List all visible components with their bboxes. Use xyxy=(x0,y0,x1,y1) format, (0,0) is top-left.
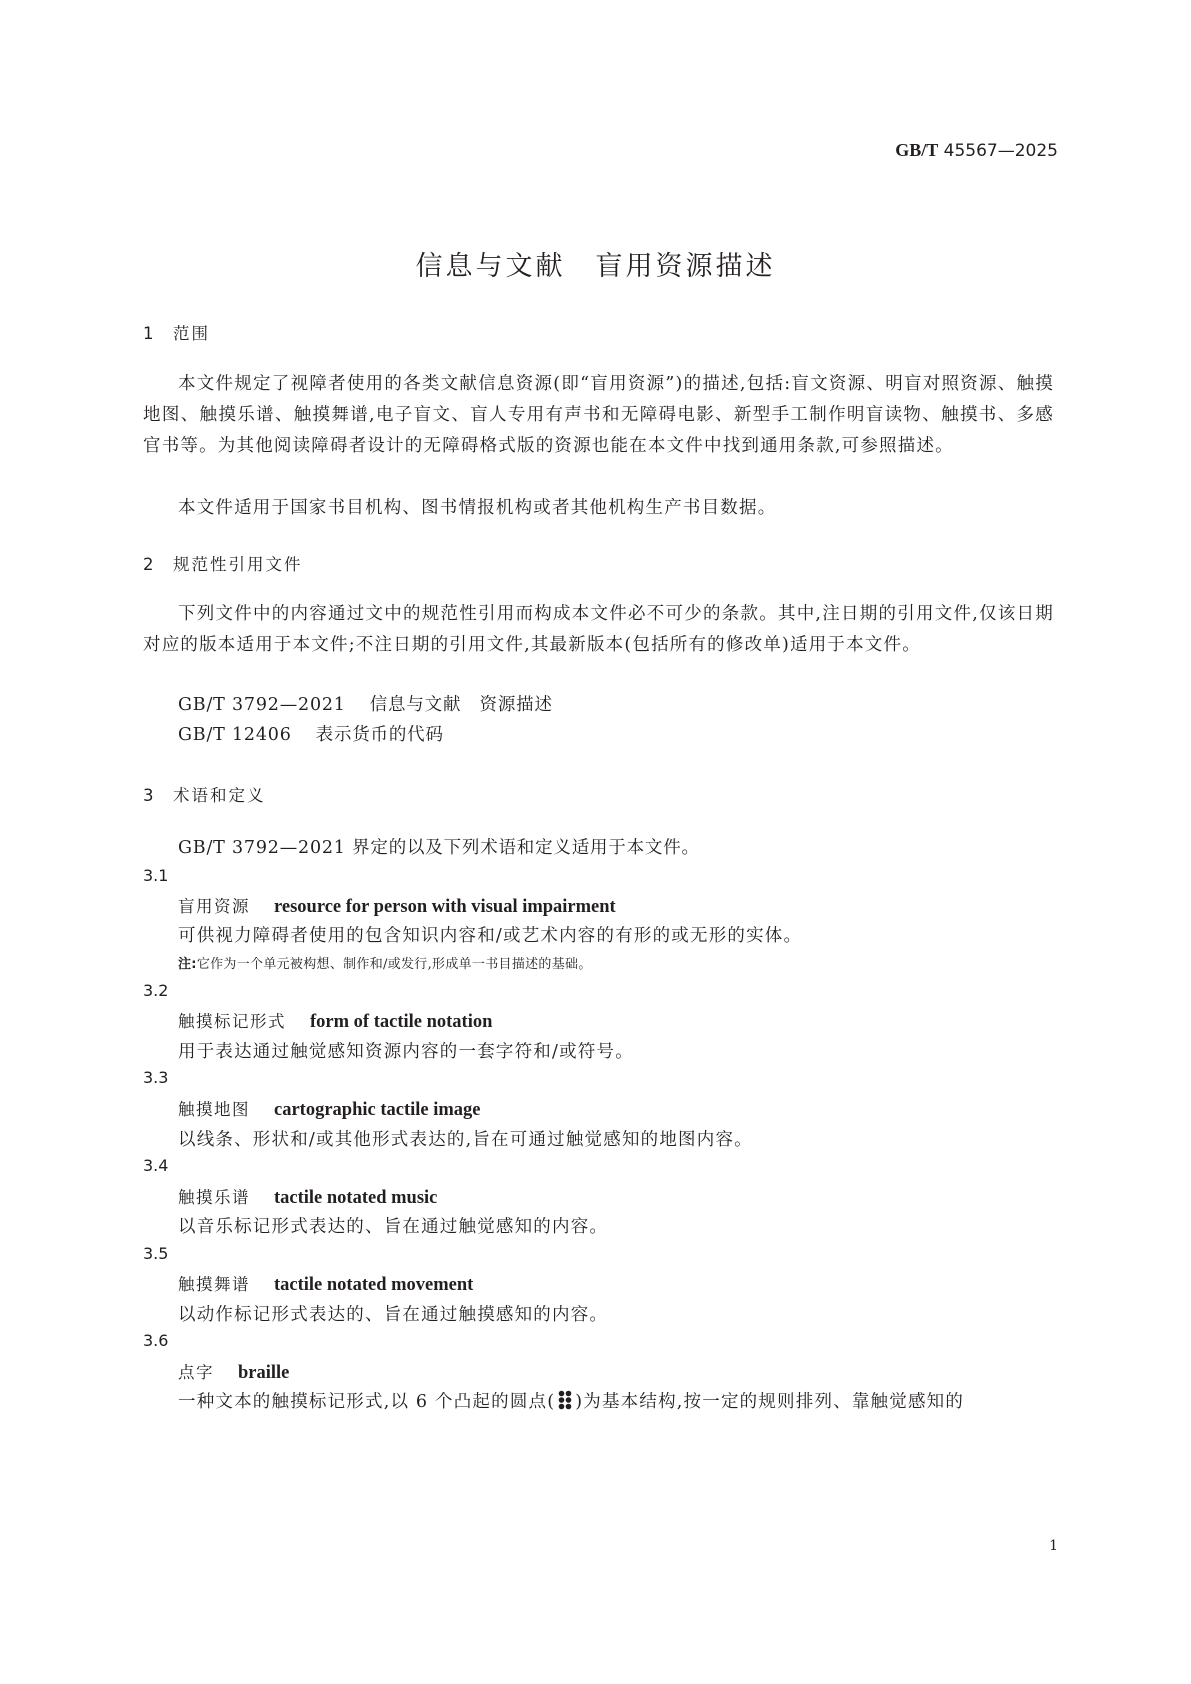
term-number: 3.4 xyxy=(143,1156,169,1175)
term-definition xyxy=(178,1388,964,1415)
term-number: 3.3 xyxy=(143,1068,169,1087)
term-chinese: 点字 xyxy=(178,1363,214,1382)
section-number: 3 xyxy=(143,786,156,805)
definition-text-before: 一种文本的触摸标记形式,以 6 个凸起的圆点( xyxy=(178,1392,556,1412)
reference-item xyxy=(178,721,444,746)
term-heading xyxy=(178,1096,481,1121)
term-chinese: 触摸标记形式 xyxy=(178,1012,286,1031)
term-heading xyxy=(178,893,616,918)
note-label: 注: xyxy=(178,957,197,972)
term-english: form of tactile notation xyxy=(310,1012,493,1032)
term-definition: 以音乐标记形式表达的、旨在通过触觉感知的内容。 xyxy=(178,1217,609,1237)
section-3-intro: GB/T 3792—2021 界定的以及下列术语和定义适用于本文件。 xyxy=(178,838,700,858)
term-heading xyxy=(178,1008,492,1033)
reference-code: GB/T 3792—2021 xyxy=(178,695,346,715)
document-title: 信息与文献 盲用资源描述 xyxy=(415,251,776,282)
term-definition: 以线条、形状和/或其他形式表达的,旨在可通过触觉感知的地图内容。 xyxy=(178,1130,753,1150)
term-heading xyxy=(178,1271,473,1296)
term-chinese: 触摸舞谱 xyxy=(178,1275,250,1294)
term-definition: 以动作标记形式表达的、旨在通过触摸感知的内容。 xyxy=(178,1305,609,1325)
section-title: 规范性引用文件 xyxy=(173,555,303,574)
reference-title: 表示货币的代码 xyxy=(315,725,444,745)
term-chinese: 触摸乐谱 xyxy=(178,1188,250,1207)
term-number: 3.2 xyxy=(143,981,169,1000)
term-english: cartographic tactile image xyxy=(274,1100,481,1120)
reference-item xyxy=(178,691,553,716)
term-chinese: 触摸地图 xyxy=(178,1100,250,1119)
term-heading xyxy=(178,1184,437,1209)
section-1-paragraph-2: 本文件适用于国家书目机构、图书情报机构或者其他机构生产书目数据。 xyxy=(178,498,777,518)
reference-code: GB/T 12406 xyxy=(178,725,292,745)
standard-code: 45567—2025 xyxy=(943,141,1058,161)
page-number: 1 xyxy=(1049,1538,1058,1554)
section-1-paragraph-1: 本文件规定了视障者使用的各类文献信息资源(即“盲用资源”)的描述,包括:盲文资源、明盲对照资源、触摸地图、触摸乐谱、触摸舞谱,电子盲文、盲人专用有声书和无障碍电影、新型手工制作明盲读物、触摸书、多感官书等。为其他阅读障碍者设计的无障碍格式版的资源也能在本文件中找到通用条款,可参照描述。 xyxy=(143,374,1054,456)
braille-cell-icon xyxy=(557,1390,573,1415)
section-1-heading xyxy=(143,320,210,344)
term-chinese: 盲用资源 xyxy=(178,897,250,916)
section-3-heading xyxy=(143,782,266,806)
section-title: 范围 xyxy=(173,324,210,343)
standard-prefix: GB/T xyxy=(895,140,939,160)
section-number: 2 xyxy=(143,555,156,574)
term-english: tactile notated movement xyxy=(274,1275,474,1295)
section-title: 术语和定义 xyxy=(173,786,266,805)
term-english: tactile notated music xyxy=(274,1188,438,1208)
term-definition: 可供视力障碍者使用的包含知识内容和/或艺术内容的有形的或无形的实体。 xyxy=(178,926,803,946)
standard-number xyxy=(895,140,1058,161)
section-2-heading xyxy=(143,551,303,575)
term-note xyxy=(178,953,592,972)
term-english: braille xyxy=(238,1363,290,1383)
section-number: 1 xyxy=(143,324,156,343)
term-number: 3.5 xyxy=(143,1244,169,1263)
term-number: 3.1 xyxy=(143,866,169,885)
term-number: 3.6 xyxy=(143,1331,169,1350)
reference-title: 信息与文献 资源描述 xyxy=(369,695,553,715)
definition-text-after: )为基本结构,按一定的规则排列、靠触觉感知的 xyxy=(575,1392,965,1412)
note-text: 它作为一个单元被构想、制作和/或发行,形成单一书目描述的基础。 xyxy=(196,957,592,972)
term-english: resource for person with visual impairment xyxy=(274,897,616,917)
term-definition: 用于表达通过触觉感知资源内容的一套字符和/或符号。 xyxy=(178,1042,634,1062)
section-2-paragraph: 下列文件中的内容通过文中的规范性引用而构成本文件必不可少的条款。其中,注日期的引用文件,仅该日期对应的版本适用于本文件;不注日期的引用文件,其最新版本(包括所有的修改单)适用于本文件。 xyxy=(143,604,1054,655)
term-heading xyxy=(178,1359,289,1384)
